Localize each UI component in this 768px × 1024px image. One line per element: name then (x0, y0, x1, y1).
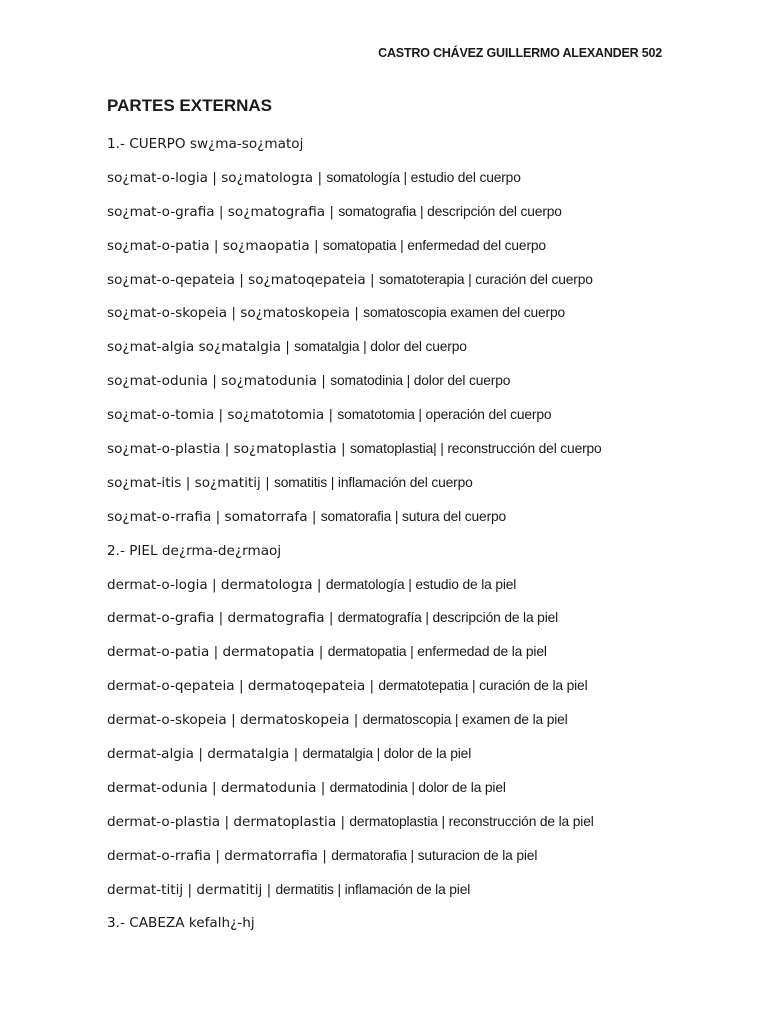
spanish-text: dermatoscopia | examen de la piel (362, 712, 568, 728)
vocab-entry (107, 236, 747, 270)
vocab-entry (107, 778, 747, 812)
spanish-text: somatotomia | operación del cuerpo (337, 407, 552, 423)
transliteration-text: dermat-o-plastia | dermatoplastia | (107, 813, 350, 830)
spanish-text: somatalgia | dolor del cuerpo (294, 339, 467, 355)
vocab-entry (107, 405, 747, 439)
vocab-entry (107, 744, 747, 778)
transliteration-text: dermat-titij | dermatitij | (107, 881, 276, 898)
vocab-entry (107, 676, 747, 710)
spanish-text: dermatalgia | dolor de la piel (302, 746, 472, 762)
transliteration-text: so¿mat-itis | so¿matitij | (107, 474, 275, 491)
vocab-entry (107, 303, 747, 337)
transliteration-text: 1.- CUERPO sw¿ma-so¿matoj (107, 136, 304, 152)
vocab-entry (107, 846, 747, 880)
transliteration-text: dermat-o-rrafia | dermatorrafia | (107, 847, 332, 864)
transliteration-text: dermat-o-patia | dermatopatia | (107, 644, 328, 661)
vocab-entry (107, 337, 747, 371)
vocab-entry (107, 608, 747, 642)
transliteration-text: dermat-o-qepateia | dermatoqepateia | (107, 678, 379, 695)
transliteration-text: dermat-algia | dermatalgia | (107, 746, 303, 763)
transliteration-text: dermat-o-grafia | dermatografia | (107, 610, 338, 627)
vocab-entry (107, 880, 747, 914)
vocab-entry (107, 812, 747, 846)
transliteration-text: so¿mat-algia so¿matalgia | (107, 339, 295, 356)
transliteration-text: so¿mat-o-plastia | so¿matoplastia | (107, 441, 350, 458)
spanish-text: dermatopatia | enfermedad de la piel (327, 644, 547, 660)
transliteration-text: so¿mat-o-grafia | so¿matografia | (107, 203, 339, 220)
transliteration-text: dermat-odunia | dermatodunia | (107, 779, 330, 796)
transliteration-text: 2.- PIEL de¿rma-de¿rmaoj (107, 542, 282, 559)
spanish-text: dermatotepatia | curación de la piel (378, 678, 588, 694)
spanish-text: somatodinia | dolor del cuerpo (330, 373, 511, 389)
vocab-entry (107, 710, 747, 744)
spanish-text: somatoterapia | curación del cuerpo (378, 271, 593, 287)
vocab-entry (107, 168, 747, 202)
spanish-text: somatología | estudio del cuerpo (326, 169, 521, 185)
transliteration-text: so¿mat-o-tomia | so¿matotomia | (107, 407, 338, 424)
transliteration-text: so¿mat-o-patia | so¿maopatia | (107, 237, 323, 254)
spanish-text: somatoplastia| | reconstrucción del cuerpo (349, 441, 602, 457)
transliteration-text: so¿mat-o-logia | so¿matologɪa | (107, 169, 327, 186)
spanish-text: dermatodinia | dolor de la piel (329, 779, 506, 795)
vocab-entry (107, 202, 747, 236)
spanish-text: dermatoplastia | reconstrucción de la piel (349, 813, 594, 829)
spanish-text: dermatorafia | suturacion de la piel (331, 847, 538, 863)
vocab-entry (107, 473, 747, 507)
spanish-text: somatorafia | sutura del cuerpo (320, 508, 507, 524)
vocab-entry (107, 642, 747, 676)
spanish-text: dermatología | estudio de la piel (325, 576, 517, 592)
vocab-entry (107, 575, 747, 609)
spanish-text: somatoscopia examen del cuerpo (363, 305, 566, 321)
section-heading (107, 541, 747, 575)
transliteration-text: so¿mat-o-rrafia | somatorrafa | (107, 508, 321, 525)
author-header: CASTRO CHÁVEZ GUILLERMO ALEXANDER 502 (378, 46, 662, 60)
spanish-text: somatografia | descripción del cuerpo (338, 203, 562, 219)
spanish-text: dermatografía | descripción de la piel (337, 610, 559, 626)
transliteration-text: so¿mat-odunia | so¿matodunia | (107, 373, 331, 390)
vocab-entry (107, 507, 747, 541)
spanish-text: dermatitis | inflamación de la piel (275, 881, 471, 897)
spanish-text: somatopatia | enfermedad del cuerpo (322, 237, 546, 253)
page-title: PARTES EXTERNAS (107, 96, 272, 115)
transliteration-text: dermat-o-skopeia | dermatoskopeia | (107, 712, 363, 729)
transliteration-text: so¿mat-o-qepateia | so¿matoqepateia | (107, 271, 379, 288)
transliteration-text: dermat-o-logia | dermatologɪa | (107, 576, 326, 593)
section-heading (107, 134, 747, 168)
transliteration-text: 3.- CABEZA kefalh¿-hj (107, 915, 255, 932)
transliteration-text: so¿mat-o-skopeia | so¿matoskopeia | (107, 305, 364, 322)
section-heading (107, 913, 747, 947)
vocab-entry (107, 439, 747, 473)
spanish-text: somatitis | inflamación del cuerpo (274, 474, 473, 490)
vocab-entry (107, 270, 747, 304)
vocabulary-list (107, 134, 747, 947)
vocab-entry (107, 371, 747, 405)
